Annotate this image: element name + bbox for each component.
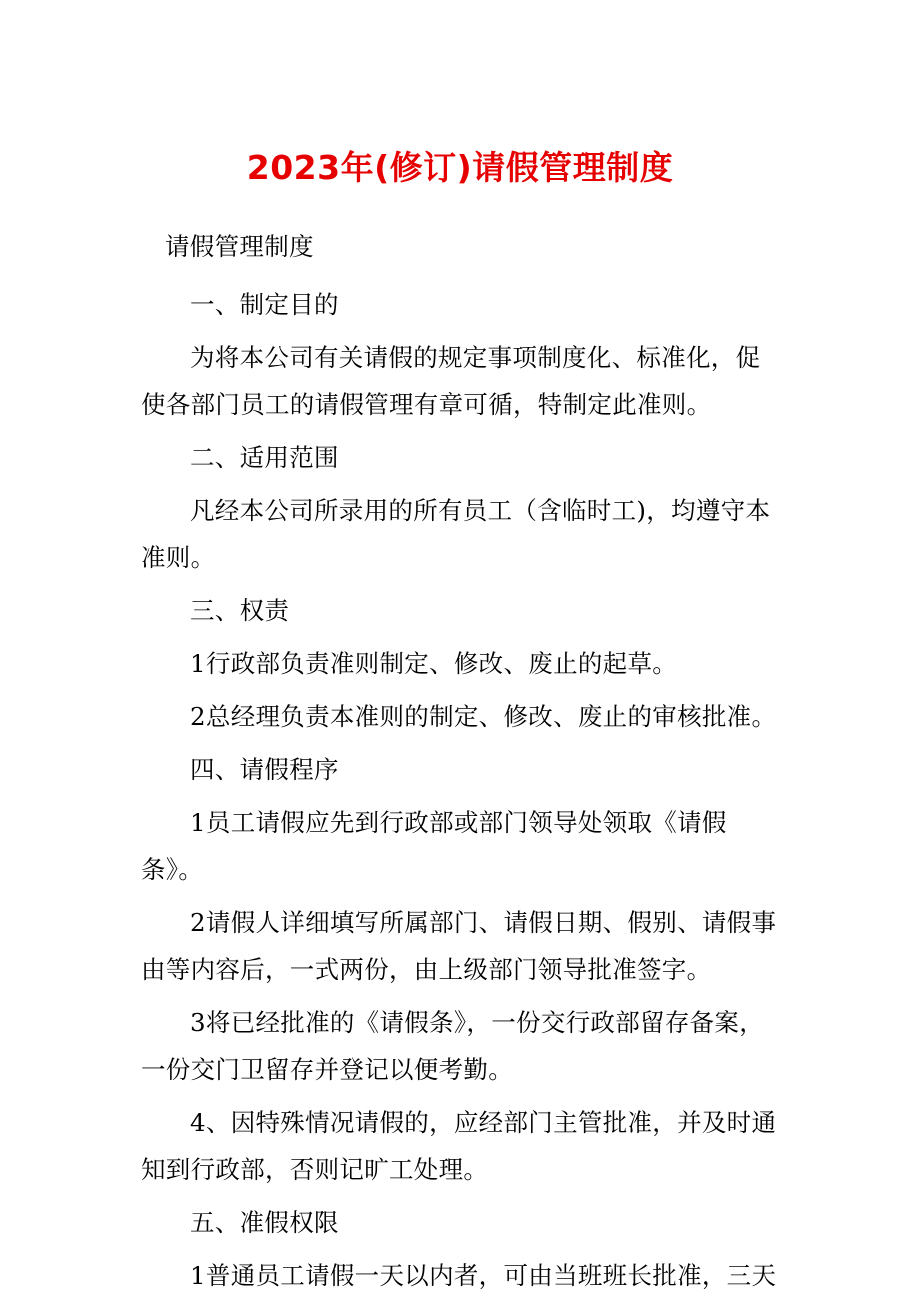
section-heading-procedure: 四、请假程序 — [190, 755, 339, 784]
paragraph-purpose: 为将本公司有关请假的规定事项制度化、标准化，促使各部门员工的请假管理有章可循，特制定此准则。 — [141, 343, 761, 419]
heading-system-name: 请假管理制度 — [165, 232, 314, 261]
section-heading-authority: 五、准假权限 — [190, 1208, 339, 1237]
paragraph-responsibility-1: 1行政部负责准则制定、修改、废止的起草。 — [190, 649, 678, 678]
section-heading-responsibility: 三、权责 — [190, 596, 290, 625]
document-title: 2023年(修订)请假管理制度 — [246, 148, 674, 187]
paragraph-procedure-3: 3将已经批准的《请假条》，一份交行政部留存备案，一份交门卫留存并登记以便考勤。 — [141, 1008, 765, 1084]
paragraph-responsibility-2: 2总经理负责本准则的制定、修改、废止的审核批准。 — [190, 702, 777, 731]
paragraph-scope: 凡经本公司所录用的所有员工（含临时工)，均遵守本准则。 — [141, 496, 771, 572]
document-body — [141, 223, 783, 1299]
section-heading-purpose: 一、制定目的 — [190, 290, 339, 319]
paragraph-procedure-2: 2请假人详细填写所属部门、请假日期、假别、请假事由等内容后，一式两份，由上级部门领导批准签字。 — [141, 908, 777, 984]
section-heading-scope: 二、适用范围 — [190, 443, 339, 472]
paragraph-authority-1: 1普通员工请假一天以内者，可由当班班长批准，三天 — [190, 1261, 777, 1290]
paragraph-procedure-1: 1员工请假应先到行政部或部门领导处领取《请假条》。 — [141, 808, 727, 884]
paragraph-procedure-4: 4、因特殊情况请假的，应经部门主管批准，并及时通知到行政部，否则记旷工处理。 — [141, 1108, 777, 1184]
